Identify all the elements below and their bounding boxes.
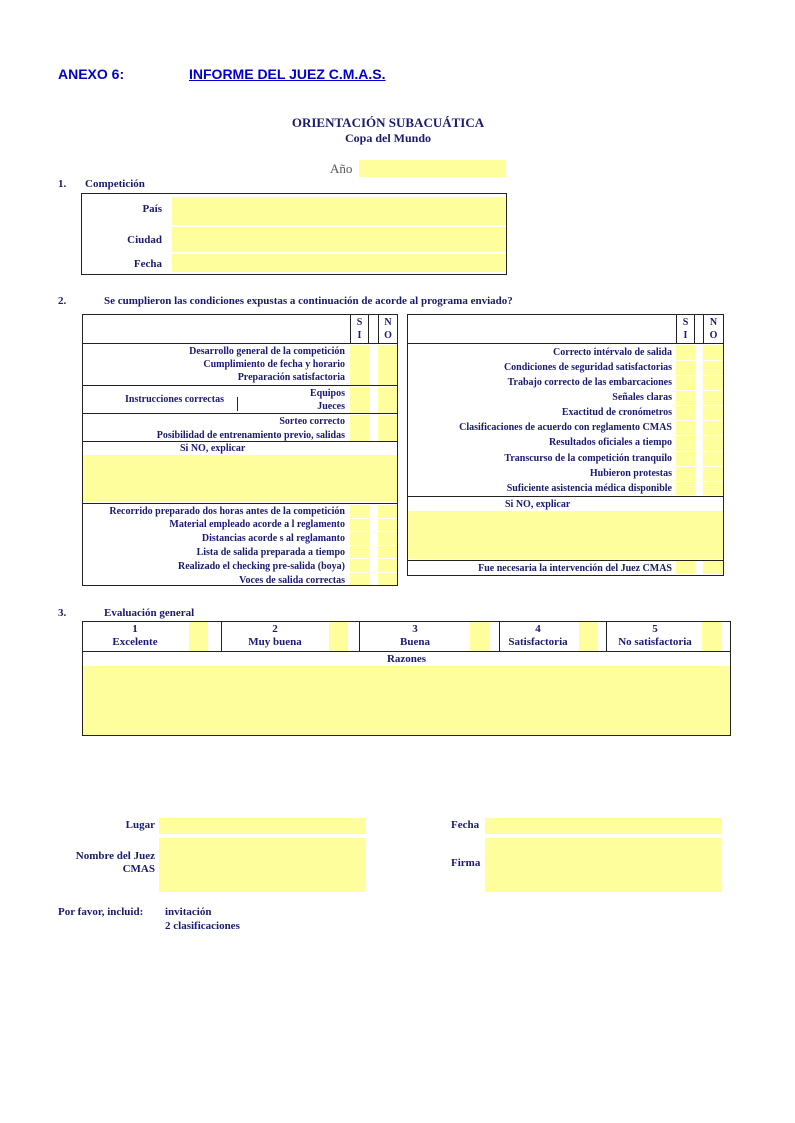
left-explain-label: Si NO, explicar [180, 443, 246, 454]
left-item-entrenamiento: Posibilidad de entrenamiento previo, salidas [156, 430, 345, 441]
competition-box [81, 193, 507, 275]
discipline-title: ORIENTACIÓN SUBACUÁTICA [291, 115, 485, 130]
right-item-intervention: Fue necesaria la intervención del Juez CMAS [478, 563, 672, 574]
report-title: INFORME DEL JUEZ C.M.A.S. [189, 66, 386, 82]
left-g2-no[interactable] [378, 415, 397, 441]
section2-title: Se cumplieron las condiciones expustas a continuación de acorde al programa enviado? [104, 295, 513, 307]
right-explain-label: Si NO, explicar [505, 499, 571, 510]
grade-5-number: 5 [652, 623, 658, 635]
right-item-7: Resultados oficiales a tiempo [548, 437, 672, 448]
date-field[interactable] [172, 254, 505, 272]
left-item-checking: Realizado el checking pre-salida (boya) [177, 561, 345, 572]
grade-2-number: 2 [272, 623, 278, 635]
left-item-1: Desarrollo general de la competición [189, 346, 345, 357]
intervention-no[interactable] [703, 561, 723, 574]
right-item-6: Clasificaciones de acuerdo con reglamento CMAS [459, 422, 672, 433]
grade-3-label: Buena [400, 636, 430, 648]
right-item-8: Transcurso de la competición tranquilo [504, 453, 672, 464]
grade-4-checkbox[interactable] [579, 622, 598, 651]
right-item-10: Suficiente asistencia médica disponible [506, 483, 672, 494]
intervention-si[interactable] [676, 561, 695, 574]
event-name: Copa del Mundo [344, 131, 432, 145]
reasons-field[interactable] [83, 666, 730, 735]
right-si-header: S I [682, 317, 689, 341]
left-item-distancias: Distancias acorde s al reglamanto [201, 533, 345, 544]
include-classifications: 2 clasificaciones [165, 920, 240, 932]
left-g2-si[interactable] [350, 415, 369, 441]
annex-number: ANEXO 6: [58, 66, 125, 82]
left-item-material: Material empleado acorde a l reglamento [169, 519, 345, 530]
grade-1-label: Excelente [112, 636, 158, 648]
date-label: Fecha [133, 258, 162, 270]
left-g1-si[interactable] [350, 345, 369, 385]
right-item-5: Exactitud de cronómetros [561, 407, 672, 418]
right-item-1: Correcto intérvalo de salida [553, 347, 672, 358]
country-field[interactable] [172, 197, 505, 225]
section1-number: 1. [58, 178, 67, 190]
right-item-3: Trabajo correcto de las embarcaciones [507, 377, 672, 388]
footer-date-label: Fecha [451, 819, 480, 831]
left-item-lista: Lista de salida preparada a tiempo [196, 547, 345, 558]
left-explain-field[interactable] [83, 455, 397, 502]
place-field[interactable] [159, 818, 365, 834]
city-label: Ciudad [127, 234, 162, 246]
instructions-label: Instrucciones correctas [125, 394, 224, 405]
instructions-no[interactable] [378, 387, 397, 413]
left-item-recorrido: Recorrido preparado dos horas antes de la competición [109, 506, 345, 517]
signature-field[interactable] [485, 838, 722, 892]
reasons-label: Razones [386, 653, 427, 665]
grade-3-number: 3 [412, 623, 418, 635]
footer-date-field[interactable] [485, 818, 722, 834]
conditions-right-table [407, 314, 724, 576]
country-label: País [142, 203, 162, 215]
year-field[interactable] [359, 160, 506, 177]
left-g1-no[interactable] [378, 345, 397, 385]
judge-name-label: Nombre del Juez CMAS [75, 850, 155, 875]
grade-2-label: Muy buena [248, 636, 302, 648]
right-item-9: Hubieron protestas [589, 468, 672, 479]
city-field[interactable] [172, 227, 505, 252]
please-include-label: Por favor, incluid: [58, 906, 144, 918]
evaluation-table [82, 621, 731, 736]
section2-number: 2. [58, 295, 67, 307]
grade-4-label: Satisfactoria [508, 636, 568, 648]
grade-1-checkbox[interactable] [189, 622, 208, 651]
grade-1-number: 1 [132, 623, 138, 635]
grade-2-checkbox[interactable] [329, 622, 348, 651]
conditions-left-table [82, 314, 398, 586]
right-item-2: Condiciones de seguridad satisfactorias [503, 362, 672, 373]
include-invitation: invitación [165, 906, 212, 918]
signature-label: Firma [451, 857, 481, 869]
left-si-header: S I [356, 317, 363, 341]
right-no-header: N O [709, 317, 718, 341]
instructions-judges: Jueces [317, 401, 345, 412]
left-no-header: N O [384, 317, 392, 341]
right-explain-field[interactable] [408, 511, 723, 559]
grade-4-number: 4 [535, 623, 541, 635]
section3-title: Evaluación general [104, 607, 195, 619]
grade-3-checkbox[interactable] [470, 622, 489, 651]
instructions-equipment: Equipos [309, 388, 345, 399]
grade-5-checkbox[interactable] [702, 622, 721, 651]
section1-title: Competición [85, 178, 145, 190]
left-item-3: Preparación satisfactoria [237, 372, 345, 383]
instructions-si[interactable] [350, 387, 369, 413]
place-label: Lugar [125, 819, 155, 831]
left-item-sorteo: Sorteo correcto [279, 416, 345, 427]
right-item-4: Señales claras [612, 392, 672, 403]
judge-name-field[interactable] [159, 838, 365, 892]
grade-5-label: No satisfactoria [618, 636, 692, 648]
left-item-2: Cumplimiento de fecha y horario [203, 359, 345, 370]
section3-number: 3. [58, 607, 67, 619]
year-label: Año [330, 161, 353, 176]
left-item-voces: Voces de salida correctas [239, 575, 345, 586]
